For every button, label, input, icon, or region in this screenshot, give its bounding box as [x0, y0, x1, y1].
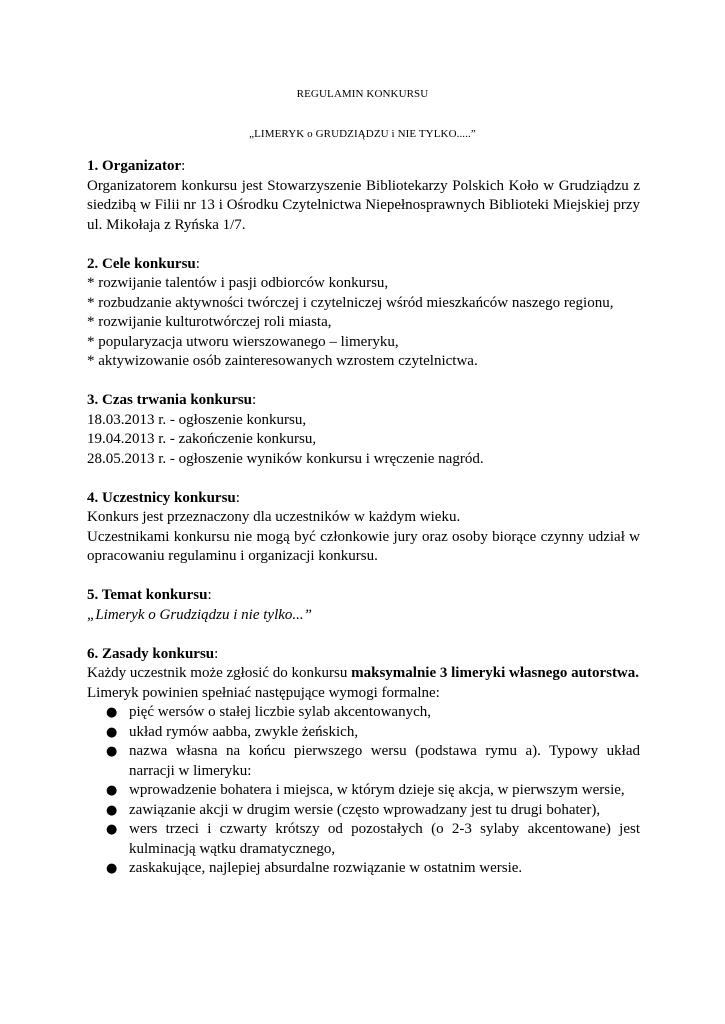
document-body: [87, 157, 640, 879]
list-item: * rozbudzanie aktywności twórczej i czytelniczej wśród mieszkańców naszego regionu,: [87, 294, 614, 311]
bold-text: maksymalnie 3 limeryki własnego autorstwa.: [351, 665, 640, 681]
list-item: ● układ rymów aabba, zwykle żeńskich,: [87, 723, 640, 743]
section-text: Każdy uczestnik może zgłosić do konkursu maksymalnie 3 limeryki własnego autorstwa.: [87, 665, 640, 681]
bullet-icon: ●: [106, 802, 118, 818]
section-heading: 4. Uczestnicy konkursu:: [87, 489, 240, 506]
list-item: ● wers trzeci i czwarty krótszy od pozostałych (o 2-3 sylaby akcentowane) jest kulminacją wątku dramatycznego,: [106, 821, 640, 857]
section-heading: 1. Organizator:: [87, 158, 186, 174]
list-item: ● wprowadzenie bohatera i miejsca, w którym dzieje się akcja, w pierwszym wersie,: [87, 781, 640, 801]
section-text: Limeryk powinien spełniać następujące wymogi formalne:: [87, 684, 440, 701]
section-participants: [87, 489, 640, 567]
list-item: ● nazwa własna na końcu pierwszego wersu (podstawa rymu a). Typowy układ narracji w limeryku:: [106, 743, 640, 779]
list-item: ● zaskakujące, najlepiej absurdalne rozwiązanie w ostatnim wersie.: [87, 859, 640, 879]
bullet-icon: ●: [106, 744, 118, 759]
section-heading: 5. Temat konkursu:: [87, 587, 212, 603]
list-item: * popularyzacja utworu wierszowanego – limeryku,: [87, 333, 399, 350]
section-text: „Limeryk o Grudziądzu i nie tylko...”: [87, 606, 312, 623]
list-item: * rozwijanie kulturotwórczej roli miasta,: [87, 314, 332, 330]
bullet-icon: ●: [106, 822, 118, 837]
list-item: 18.03.2013 r. - ogłoszenie konkursu,: [87, 411, 307, 428]
list-item: * rozwijanie talentów i pasji odbiorców konkursu,: [87, 275, 389, 291]
bullet-icon: ●: [106, 724, 118, 740]
bullet-icon: ●: [106, 705, 118, 720]
section-goals: [87, 255, 640, 372]
section-duration: [87, 391, 640, 469]
bullet-icon: ●: [106, 783, 118, 798]
section-text: Organizatorem konkursu jest Stowarzyszenie Bibliotekarzy Polskich Koło w Grudziądzu z siedzibą w Filii nr 13 i Ośrodku Czytelnictwa Niepełnosprawnych Biblioteki Miejskiej przy ul. Mikołaja z Ryńska 1/7.: [87, 177, 640, 233]
list-item: 19.04.2013 r. - zakończenie konkursu,: [87, 431, 317, 447]
list-item: ● pięć wersów o stałej liczbie sylab akcentowanych,: [87, 703, 640, 723]
document-subtitle: „LIMERYK o GRUDZIĄDZU i NIE TYLKO.....”: [249, 128, 476, 140]
section-heading: 6. Zasady konkursu:: [87, 645, 219, 662]
document-title: REGULAMIN KONKURSU: [296, 88, 429, 100]
section-rules: [87, 645, 640, 879]
bullet-list: [87, 703, 640, 879]
section-text: Konkurs jest przeznaczony dla uczestników w każdym wieku.: [87, 509, 461, 525]
section-heading: 2. Cele konkursu:: [87, 255, 200, 272]
section-theme: [87, 586, 640, 625]
bullet-icon: ●: [106, 861, 118, 876]
section-heading: 3. Czas trwania konkursu:: [87, 392, 257, 408]
section-organizer: [87, 157, 640, 235]
list-item: * aktywizowanie osób zainteresowanych wzrostem czytelnictwa.: [87, 353, 478, 369]
section-text: Uczestnikami konkursu nie mogą być członkowie jury oraz osoby biorące czynny udział w opracowaniu regulaminu i organizacji konkursu.: [87, 528, 640, 564]
list-item: ● zawiązanie akcji w drugim wersie (często wprowadzany jest tu drugi bohater),: [87, 801, 640, 821]
list-item: 28.05.2013 r. - ogłoszenie wyników konkursu i wręczenie nagród.: [87, 450, 484, 467]
